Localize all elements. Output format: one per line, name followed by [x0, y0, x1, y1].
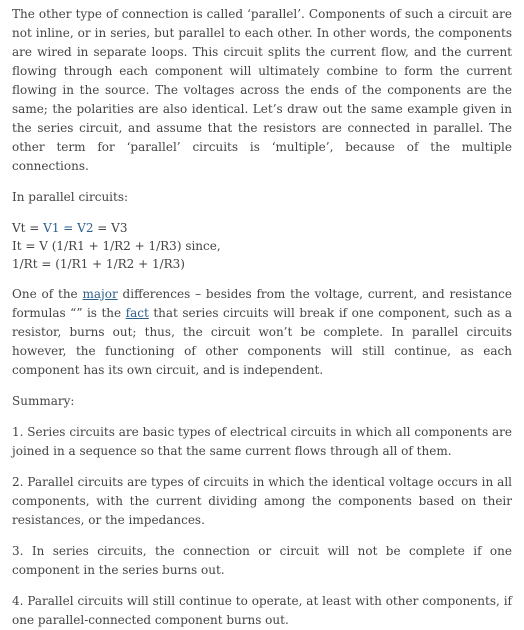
voltage-equality-link[interactable]: V1 = V2	[43, 221, 94, 235]
formula-voltage: Vt = V1 = V2 = V3	[12, 221, 128, 235]
formula-current: It = V (1/R1 + 1/R2 + 1/R3) since,	[12, 239, 221, 253]
fact-link[interactable]: fact	[125, 306, 149, 320]
formula-resistance: 1/Rt = (1/R1 + 1/R2 + 1/R3)	[12, 257, 185, 271]
summary-label: Summary:	[12, 394, 75, 408]
summary-item-4: 4. Parallel circuits will still continue to operate, at least with other components, if one parallel-connected component burns out.	[12, 594, 512, 627]
formula-block	[12, 219, 512, 273]
in-parallel-label: In parallel circuits:	[12, 190, 129, 204]
differences-paragraph: One of the major differences – besides from the voltage, current, and resistance formulas “” is the fact that series circuits will break if one component, such as a resistor, burns out; thus, the circuit won’t be complete. In parallel circuits however, the functioning of other components will still continue, as each component has its own circuit, and is independent.	[12, 287, 513, 377]
summary-item-3: 3. In series circuits, the connection or circuit will not be complete if one component in the series burns out.	[12, 544, 512, 577]
intro-paragraph: The other type of connection is called ‘parallel’. Components of such a circuit are not inline, or in series, but parallel to each other. In other words, the components are wired in separate loops. This circuit splits the current flow, and the current flowing through each component will ultimately combine to form the current flowing in the source. The voltages across the ends of the components are the same; the polarities are also identical. Let’s draw out the same example given in the series circuit, and assume that the resistors are connected in parallel. The other term for ‘parallel’ circuits is ‘multiple’, because of the multiple connections.	[12, 7, 512, 173]
summary-item-2: 2. Parallel circuits are types of circuits in which the identical voltage occurs in all components, with the current dividing among the components based on their resistances, or the impedances.	[12, 475, 512, 527]
major-link[interactable]: major	[82, 287, 118, 301]
summary-item-1: 1. Series circuits are basic types of electrical circuits in which all components are joined in a sequence so that the same current flows through all of them.	[12, 425, 512, 458]
